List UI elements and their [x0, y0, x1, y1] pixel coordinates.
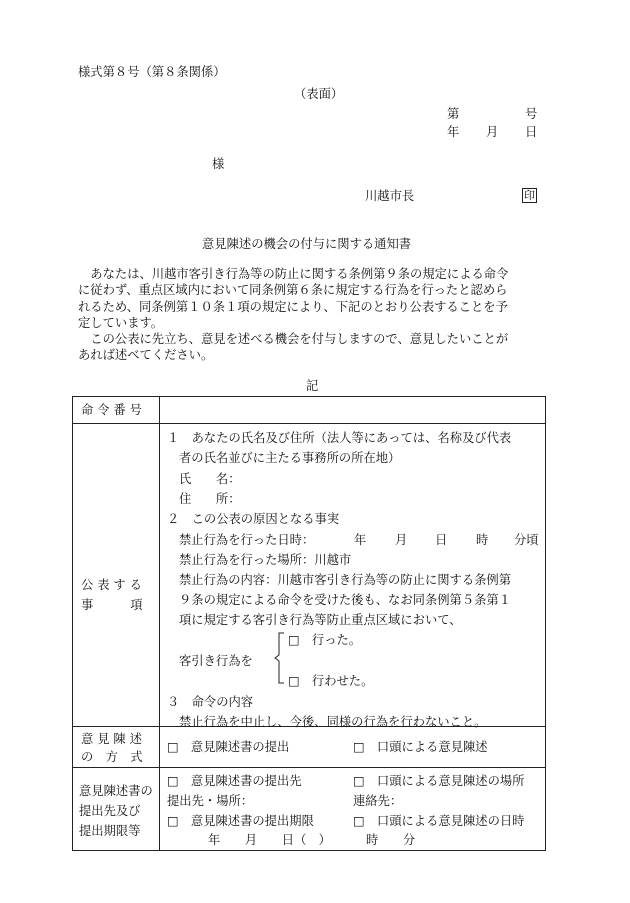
- item3-title: ３ 命令の内容: [167, 695, 254, 709]
- name-label: 氏 名：: [179, 472, 241, 486]
- publish-label-line2: 事 項: [81, 598, 143, 612]
- form-number: 様式第８号（第８条関係）: [78, 65, 226, 79]
- datetime-minute: 分頃: [514, 533, 539, 547]
- method-label-line2: の 方 式: [81, 750, 143, 764]
- row-order-number: [73, 397, 546, 424]
- method-label-cell: [73, 727, 160, 768]
- item3-body: 禁止行為を中止し、今後、同様の行為を行わないこと。: [179, 715, 487, 729]
- order-number-label-cell: [73, 397, 160, 424]
- submit-label-line1: 意見陳述書の: [79, 784, 153, 798]
- seal-mark: 印: [524, 189, 535, 202]
- touting-label: 客引き行為を: [179, 654, 253, 668]
- body-paragraph-1: [78, 266, 554, 331]
- body-line: に従わず、重点区域内において同条例第６条に規定する行為を行ったと認めら: [78, 283, 508, 298]
- method-oral: □ 口頭による意見陳述: [353, 740, 488, 754]
- oral-time-fields: 時 分: [366, 833, 416, 847]
- order-number-label: 命 令 番 号: [81, 403, 142, 417]
- submit-dest: □ 意見陳述書の提出先: [167, 774, 302, 788]
- datetime-label: 禁止行為を行った日時：: [179, 533, 315, 547]
- address-label: 住 所：: [179, 492, 241, 506]
- deadline-fields: 年 月 日（ ）: [208, 833, 331, 847]
- document-title: 意見陳述の機会の付与に関する通知書: [202, 237, 412, 251]
- content-line3: 項に規定する客引き行為等防止重点区域において、: [179, 613, 462, 627]
- row-submission: [73, 768, 546, 851]
- item1-title-line2: 者の氏名並びに主たる事務所の所在地）: [179, 451, 401, 465]
- row-publish-items: [73, 424, 546, 727]
- item1-title-line1: １ あなたの氏名及び住所（法人等にあっては、名称及び代表: [167, 431, 512, 445]
- option-did: □ 行った。: [288, 633, 362, 647]
- datetime-hour: 時: [476, 533, 489, 547]
- datetime-day: 日: [435, 533, 448, 547]
- number-go: 号: [525, 107, 538, 121]
- item2-title: ２ この公表の原因となる事実: [167, 512, 340, 526]
- contact: 連絡先：: [353, 794, 403, 808]
- recipient-honorific: 様: [212, 157, 225, 171]
- issuer: 川越市長: [365, 189, 415, 203]
- details-table: [72, 396, 546, 851]
- body-line: れるため、同条例第１０条１項の規定により、下記のとおり公表することを予: [78, 299, 508, 314]
- option-made: □ 行わせた。: [288, 674, 374, 688]
- order-number-value: [160, 397, 546, 424]
- date-year: 年: [447, 125, 460, 139]
- body-paragraph-2: [78, 331, 554, 364]
- method-content-cell: [160, 727, 546, 768]
- submit-content-cell: [160, 768, 546, 851]
- place-line: 禁止行為を行った場所：川越市: [179, 553, 352, 567]
- side-label: （表面）: [294, 87, 344, 101]
- submit-label-line3: 提出期限等: [79, 824, 141, 838]
- publish-label-line1: 公 表 す る: [81, 578, 142, 592]
- submit-label-line2: 提出先及び: [79, 804, 141, 818]
- brace-bracket: [274, 632, 288, 684]
- dest-place: 提出先・場所：: [167, 794, 254, 808]
- row-method: [73, 727, 546, 768]
- body-line: 定しています。: [78, 315, 164, 330]
- body-line: あなたは、川越市客引き行為等の防止に関する条例第９条の規定による命令: [78, 267, 509, 281]
- content-line1: 禁止行為の内容：川越市客引き行為等の防止に関する条例第: [179, 573, 512, 587]
- submit-deadline: □ 意見陳述書の提出期限: [167, 814, 314, 828]
- date-day: 日: [525, 125, 538, 139]
- seal-stamp: [522, 188, 537, 203]
- submit-label-cell: [73, 768, 160, 851]
- body-line: あれば述べてください。: [78, 348, 214, 363]
- publish-content-cell: [160, 424, 546, 727]
- oral-place: □ 口頭による意見陳述の場所: [353, 774, 525, 788]
- method-written: □ 意見陳述書の提出: [167, 740, 290, 754]
- date-month: 月: [486, 125, 499, 139]
- number-dai: 第: [447, 107, 460, 121]
- datetime-year: 年: [354, 533, 367, 547]
- datetime-month: 月: [395, 533, 408, 547]
- content-line2: ９条の規定による命令を受けた後も、なお同条例第５条第１: [179, 593, 512, 607]
- publish-label-cell: [73, 424, 160, 727]
- oral-datetime: □ 口頭による意見陳述の日時: [353, 814, 525, 828]
- body-line: この公表に先立ち、意見を述べる機会を付与しますので、意見したいことが: [78, 332, 509, 346]
- ki-heading: 記: [306, 379, 319, 393]
- method-label-line1: 意 見 陳 述: [81, 732, 142, 746]
